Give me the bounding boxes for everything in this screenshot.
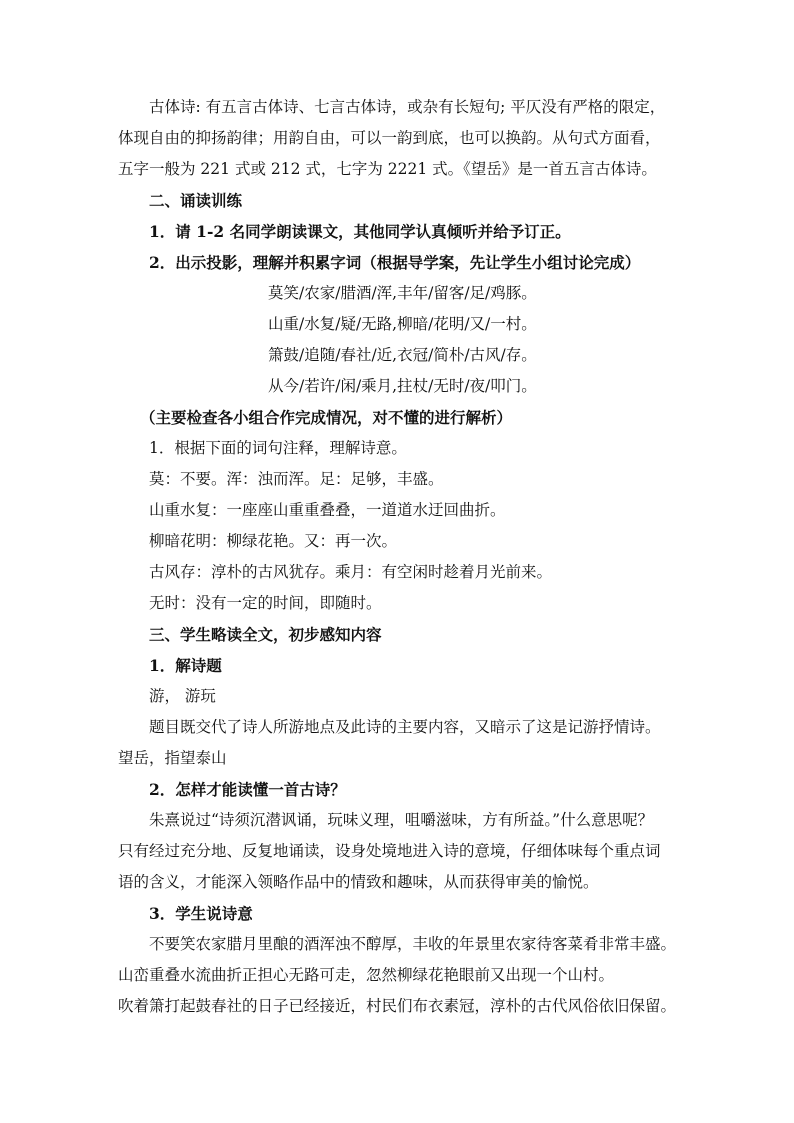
text-line: 朱熹说过“诗须沉潜讽诵，玩味义理，咀嚼滋味，方有所益。”什么意思呢？ [149,811,654,829]
text-line: 箫鼓/追随/春社/近,衣冠/简朴/古风/存。 [268,346,537,364]
text-line: 柳暗花明：柳绿花艳。又：再一次。 [149,532,398,550]
text-line: 体现自由的抑扬韵律；用韵自由，可以一韵到底，也可以换韵。从句式方面看， [118,129,661,147]
text-line: 望岳，指望泰山 [118,749,227,767]
text-line: 山重水复：一座座山重重叠叠，一道道水迂回曲折。 [149,501,506,519]
document-body [118,92,678,1022]
text-line: 1．请 1-2 名同学朗读课文，其他同学认真倾听并给予订正。 [149,222,571,241]
text-line: 二、诵读训练 [149,191,243,210]
text-line: 语的含义，才能深入领略作品中的情致和趣味，从而获得审美的愉悦。 [118,873,599,891]
text-line: 古风存：淳朴的古风犹存。乘月：有空闲时趁着月光前来。 [149,563,553,581]
text-line: （主要检查各小组合作完成情况，对不懂的进行解析） [140,408,513,427]
text-line: 游， 游玩 [149,687,216,705]
text-line: 山峦重叠水流曲折正担心无路可走，忽然柳绿花艳眼前又出现一个山村。 [118,966,615,984]
text-line: 吹着箫打起鼓春社的日子已经接近，村民们布衣素冠，淳朴的古代风俗依旧保留。 [118,997,677,1015]
text-line: 五字一般为 221 式或 212 式，七字为 2221 式。《望岳》是一首五言古体诗。 [118,160,657,178]
text-line: 1．根据下面的词句注释，理解诗意。 [149,439,407,457]
text-line: 三、学生略读全文，初步感知内容 [149,625,382,644]
text-line: 不要笑农家腊月里酿的酒浑浊不醇厚，丰收的年景里农家待客菜肴非常丰盛。 [149,935,677,953]
text-line: 从今/若许/闲/乘月,拄杖/无时/夜/叩门。 [268,377,537,395]
text-line: 3．学生说诗意 [149,904,253,923]
text-line: 只有经过充分地、反复地诵读，设身处境地进入诗的意境，仔细体味每个重点词 [118,842,661,860]
text-line: 莫笑/农家/腊酒/浑,丰年/留客/足/鸡豚。 [268,284,537,302]
text-line: 无时：没有一定的时间，即随时。 [149,594,382,612]
text-line: 莫：不要。浑：浊而浑。足：足够，丰盛。 [149,470,444,488]
text-line: 古体诗: 有五言古体诗、七言古体诗，或杂有长短句; 平仄没有严格的限定， [149,98,666,116]
text-line: 题目既交代了诗人所游地点及此诗的主要内容，又暗示了这是记游抒情诗。 [149,718,661,736]
text-line: 1．解诗题 [149,656,222,675]
text-line: 2．怎样才能读懂一首古诗？ [149,780,346,799]
text-line: 2．出示投影，理解并积累字词（根据导学案，先让学生小组讨论完成） [149,253,641,272]
text-line: 山重/水复/疑/无路,柳暗/花明/又/一村。 [268,315,537,333]
